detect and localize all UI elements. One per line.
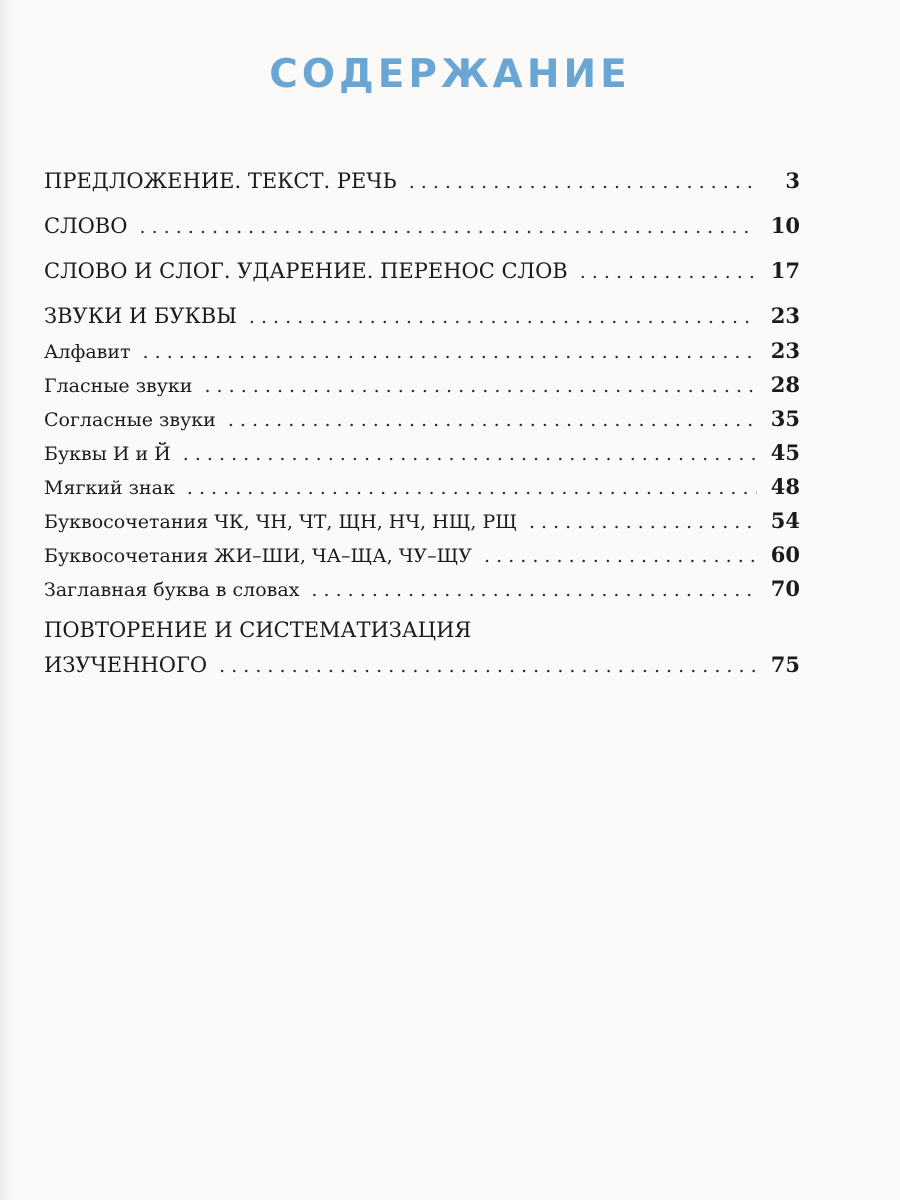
toc-dot-leader — [183, 443, 757, 465]
toc-dot-leader — [311, 579, 756, 601]
toc-entry-label: Мягкий знак — [44, 477, 175, 499]
toc-page-number: 54 — [770, 508, 800, 533]
toc-entry-label: ПРЕДЛОЖЕНИЕ. ТЕКСТ. РЕЧЬ — [44, 169, 397, 193]
toc-entry-word — [44, 213, 800, 258]
toc-entry-sentence-text-speech — [44, 168, 800, 213]
toc-page-number: 35 — [770, 406, 800, 431]
toc-dot-leader — [143, 341, 757, 363]
toc-entry-label: ЗВУКИ И БУКВЫ — [44, 304, 237, 328]
toc-entry-sounds-letters — [44, 303, 800, 338]
toc-page-number: 45 — [770, 440, 800, 465]
toc-entry-label: СЛОВО И СЛОГ. УДАРЕНИЕ. ПЕРЕНОС СЛОВ — [44, 259, 568, 283]
toc-entry-label: ПОВТОРЕНИЕ И СИСТЕМАТИЗАЦИЯ — [44, 618, 472, 642]
toc-page-number: 28 — [770, 372, 800, 397]
toc-subentry-letter-combinations-zhi-shi — [44, 542, 800, 576]
toc-dot-leader — [139, 216, 756, 238]
toc-page-number: 23 — [770, 303, 800, 328]
toc-entry-label: Гласные звуки — [44, 375, 193, 397]
page-edge-shadow — [0, 0, 14, 1200]
toc-dot-leader — [484, 545, 757, 567]
toc-entry-label: Буквосочетания ЖИ–ШИ, ЧА–ЩА, ЧУ–ЩУ — [44, 545, 473, 567]
toc-page-number: 3 — [785, 168, 800, 193]
toc-dot-leader — [204, 375, 756, 397]
toc-dot-leader — [409, 171, 758, 193]
toc-dot-leader — [529, 511, 757, 533]
toc-entry-label: СЛОВО — [44, 214, 128, 238]
toc-entry-label: ИЗУЧЕННОГО — [44, 653, 208, 677]
toc-page-number: 60 — [770, 542, 800, 567]
toc-entry-label: Буквосочетания ЧК, ЧН, ЧТ, ЩН, НЧ, НЩ, РЩ — [44, 511, 517, 533]
table-of-contents — [44, 168, 800, 697]
toc-dot-leader — [228, 409, 757, 431]
toc-dot-leader — [249, 306, 757, 328]
toc-page-number: 75 — [770, 652, 800, 677]
toc-subentry-consonants — [44, 406, 800, 440]
toc-dot-leader — [219, 655, 757, 677]
toc-page-number: 10 — [770, 213, 800, 238]
toc-subentry-capital-letter — [44, 576, 800, 618]
toc-entry-word-syllable-stress — [44, 258, 800, 303]
toc-subentry-vowels — [44, 372, 800, 406]
toc-subentry-soft-sign — [44, 474, 800, 508]
toc-subentry-letters-i-y — [44, 440, 800, 474]
toc-entry-label: Буквы И и Й — [44, 443, 171, 465]
toc-entry-repetition-line1 — [44, 618, 800, 652]
toc-subentry-letter-combinations-chk — [44, 508, 800, 542]
toc-entry-label: Заглавная буква в словах — [44, 579, 300, 601]
toc-entry-label: Согласные звуки — [44, 409, 216, 431]
toc-dot-leader — [580, 261, 757, 283]
toc-entry-repetition-line2 — [44, 652, 800, 697]
toc-dot-leader — [187, 477, 757, 499]
toc-page-number: 23 — [770, 338, 800, 363]
toc-page-number: 70 — [770, 576, 800, 601]
toc-entry-label: Алфавит — [44, 341, 131, 363]
page-title: СОДЕРЖАНИЕ — [269, 52, 631, 98]
toc-subentry-alphabet — [44, 338, 800, 372]
toc-page-number: 48 — [770, 474, 800, 499]
toc-page-number: 17 — [770, 258, 800, 283]
